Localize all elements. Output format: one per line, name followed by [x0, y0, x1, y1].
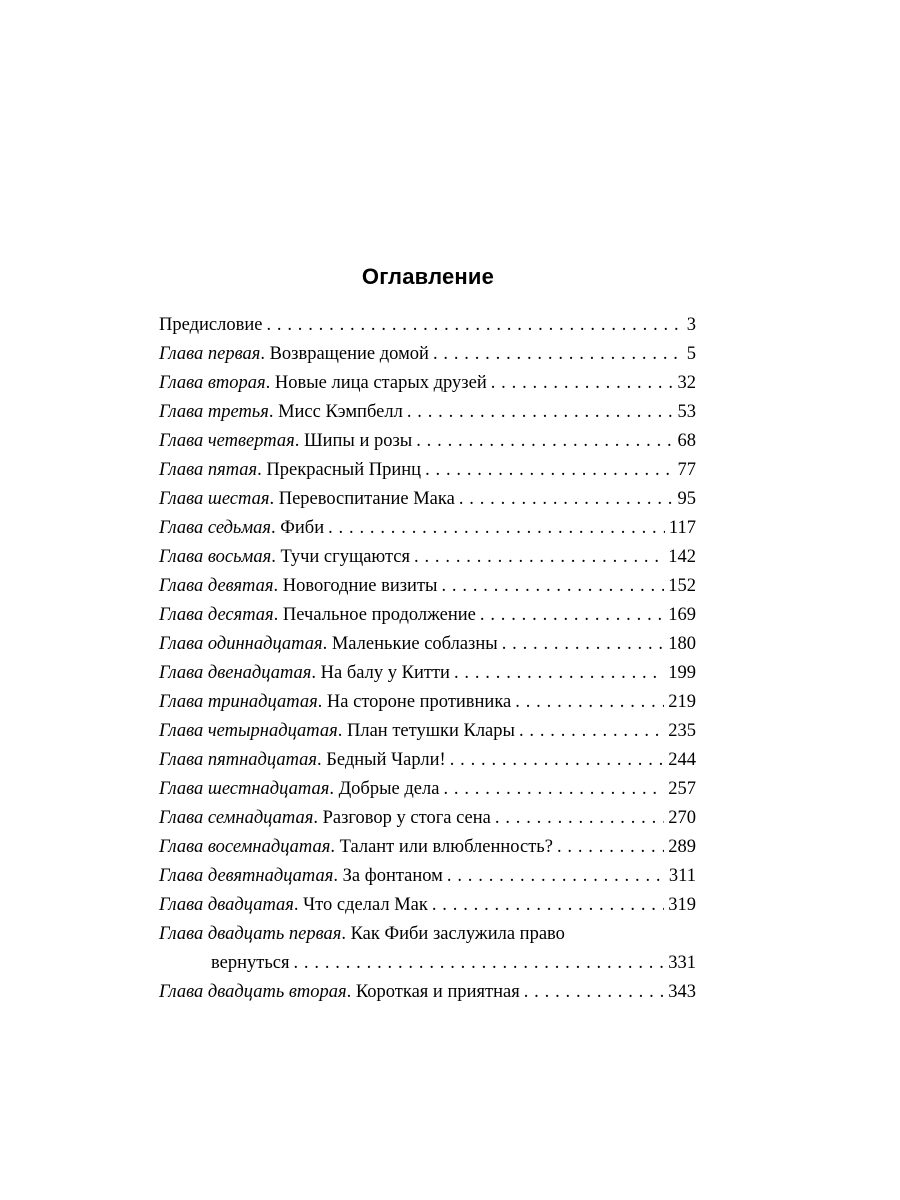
chapter-label: Глава восьмая	[159, 547, 272, 567]
dot-leader	[441, 572, 664, 601]
dot-leader	[432, 891, 664, 920]
dot-leader	[524, 978, 665, 1007]
chapter-label: Глава двадцатая	[159, 895, 294, 915]
dot-leader	[414, 543, 664, 572]
toc-entry	[159, 514, 696, 543]
entry-text: . Возвращение домой	[260, 344, 429, 364]
dot-leader	[447, 862, 665, 891]
toc-entry	[159, 833, 696, 862]
page-number: 235	[668, 721, 696, 741]
page-number: 32	[677, 373, 696, 393]
dot-leader	[515, 688, 664, 717]
chapter-label: Глава двадцать вторая	[159, 982, 347, 1002]
chapter-label: Глава двадцать первая	[159, 924, 342, 944]
dot-leader	[433, 340, 683, 369]
page-number: 219	[668, 692, 696, 712]
entry-text: . Бедный Чарли!	[317, 750, 446, 770]
toc-entry	[159, 543, 696, 572]
chapter-label: Глава шестая	[159, 489, 270, 509]
table-of-contents	[159, 311, 696, 1007]
chapter-label: Глава пятнадцатая	[159, 750, 318, 770]
page-number: 289	[668, 837, 696, 857]
entry-text: . На стороне противника	[317, 692, 512, 712]
toc-entry	[159, 804, 696, 833]
page-number: 311	[668, 866, 696, 886]
toc-entry	[159, 369, 696, 398]
toc-entry	[159, 572, 696, 601]
dot-leader	[557, 833, 664, 862]
toc-entry	[159, 659, 696, 688]
dot-leader	[502, 630, 665, 659]
chapter-label: Глава тринадцатая	[159, 692, 318, 712]
dot-leader	[407, 398, 674, 427]
chapter-label: Глава семнадцатая	[159, 808, 314, 828]
chapter-label: Глава десятая	[159, 605, 274, 625]
chapter-label: Глава седьмая	[159, 518, 272, 538]
page-number: 142	[668, 547, 696, 567]
page-number: 53	[677, 402, 696, 422]
chapter-label: Глава девятая	[159, 576, 274, 596]
toc-entry	[159, 746, 696, 775]
page-number: 180	[668, 634, 696, 654]
entry-text: . Фиби	[271, 518, 325, 538]
page-number: 5	[686, 344, 696, 364]
toc-entry	[159, 601, 696, 630]
entry-text-continued: вернуться	[211, 953, 290, 973]
chapter-label: Глава третья	[159, 402, 269, 422]
entry-text: . Маленькие соблазны	[322, 634, 498, 654]
chapter-label: Глава двенадцатая	[159, 663, 312, 683]
toc-entry	[159, 775, 696, 804]
toc-entry	[159, 688, 696, 717]
page-number: 257	[668, 779, 696, 799]
chapter-label: Глава восемнадцатая	[159, 837, 331, 857]
entry-text: . За фонтаном	[333, 866, 443, 886]
dot-leader	[266, 311, 682, 340]
entry-text: . Разговор у стога сена	[313, 808, 491, 828]
dot-leader	[480, 601, 664, 630]
dot-leader	[491, 369, 674, 398]
dot-leader	[459, 485, 674, 514]
dot-leader	[450, 746, 665, 775]
toc-entry	[159, 340, 696, 369]
toc-entry	[159, 398, 696, 427]
chapter-label: Глава девятнадцатая	[159, 866, 334, 886]
dot-leader	[454, 659, 664, 688]
page-number: 152	[668, 576, 696, 596]
page-number: 95	[677, 489, 696, 509]
chapter-label: Глава первая	[159, 344, 261, 364]
chapter-label: Глава шестнадцатая	[159, 779, 330, 799]
page-number: 343	[668, 982, 696, 1002]
page-number: 199	[668, 663, 696, 683]
entry-text: . Прекрасный Принц	[257, 460, 422, 480]
entry-text: . Перевоспитание Мака	[269, 489, 455, 509]
chapter-label: Глава четырнадцатая	[159, 721, 338, 741]
dot-leader	[495, 804, 664, 833]
entry-text: . Печальное продолжение	[273, 605, 476, 625]
entry-text: . Что сделал Мак	[293, 895, 428, 915]
page-number: 117	[668, 518, 696, 538]
dot-leader	[443, 775, 664, 804]
entry-text: Предисловие	[159, 315, 263, 335]
chapter-label: Глава пятая	[159, 460, 258, 480]
page-number: 68	[677, 431, 696, 451]
dot-leader	[328, 514, 665, 543]
entry-text: . На балу у Китти	[311, 663, 450, 683]
dot-leader	[293, 949, 664, 978]
entry-text: . Новогодние визиты	[273, 576, 438, 596]
entry-text: . Короткая и приятная	[346, 982, 520, 1002]
entry-text: . Мисс Кэмпбелл	[268, 402, 403, 422]
entry-text: . Добрые дела	[329, 779, 440, 799]
dot-leader	[416, 427, 673, 456]
toc-entry	[159, 456, 696, 485]
page-title: Оглавление	[361, 264, 495, 289]
dot-leader	[519, 717, 664, 746]
page-number: 270	[668, 808, 696, 828]
entry-text: . Новые лица старых друзей	[265, 373, 487, 393]
chapter-label: Глава четвертая	[159, 431, 295, 451]
entry-text: . Как Фиби заслужила право	[341, 924, 565, 944]
entry-text: . Тучи сгущаются	[271, 547, 411, 567]
chapter-label: Глава одиннадцатая	[159, 634, 323, 654]
page-number: 3	[686, 315, 696, 335]
page-number: 244	[668, 750, 696, 770]
entry-text: . План тетушки Клары	[337, 721, 515, 741]
entry-text: . Шипы и розы	[294, 431, 413, 451]
toc-entry	[159, 891, 696, 920]
dot-leader	[425, 456, 673, 485]
page-number: 331	[668, 953, 696, 973]
toc-entry	[159, 920, 696, 978]
toc-entry	[159, 862, 696, 891]
entry-second-line	[159, 949, 696, 978]
entry-first-line	[159, 920, 696, 949]
toc-entry	[159, 311, 696, 340]
page-number: 77	[677, 460, 696, 480]
page-number: 319	[668, 895, 696, 915]
toc-entry	[159, 485, 696, 514]
page-number: 169	[668, 605, 696, 625]
entry-text: . Талант или влюбленность?	[330, 837, 553, 857]
chapter-label: Глава вторая	[159, 373, 266, 393]
toc-entry	[159, 630, 696, 659]
toc-entry	[159, 978, 696, 1007]
toc-entry	[159, 717, 696, 746]
toc-entry	[159, 427, 696, 456]
